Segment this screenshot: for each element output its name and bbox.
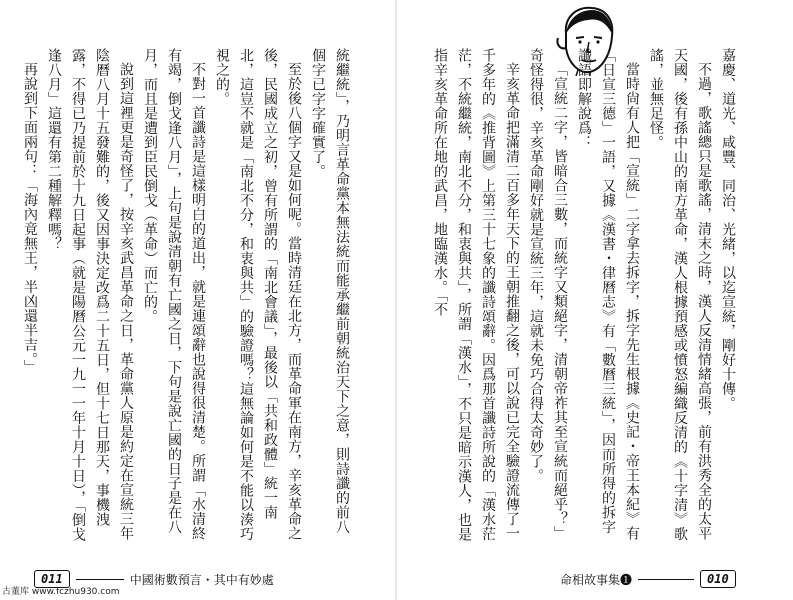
paragraph: 至於後八個字又是如何呢。當時清廷在北方，而革命軍在南方，辛亥革命之後，民國成立之初，曾有所謂的「南北會議」，最後以「共和政體」統一南北，這豈不就是「南北不分，和衷與共」的驗證嗎？這無論如何是不能以湊巧視之的。 bbox=[214, 48, 302, 541]
page-number: 010 bbox=[700, 570, 736, 588]
right-page-footer bbox=[560, 568, 770, 590]
footer-rule bbox=[638, 579, 694, 580]
right-page-body bbox=[432, 48, 740, 548]
running-title: 中國術數預言・其中有妙處 bbox=[129, 572, 274, 587]
paragraph: 不過，歌謠總只是歌謠，清末之時，漢人反清情緒高張，前有洪秀全的太平天國，後有孫中山的南方革命，漢人根據預感或憤怒編織反清的《十字清》歌謠，並無足怪。 bbox=[648, 48, 712, 541]
paragraph: 「宣統二字，皆暗合三數，而統字又類絕字，清朝帝祚其至宣統而絕乎？」奇怪得很，辛亥革命剛好就是宣統三年，這就未免巧合得太奇妙了。 bbox=[528, 48, 568, 541]
page-number: 011 bbox=[34, 570, 70, 588]
site-watermark: 古董库 www.fczhu930.com bbox=[2, 587, 120, 597]
paragraph: 嘉慶、道光、咸豐、同治、光緒，以迄宣統，剛好十傳。 bbox=[720, 48, 736, 411]
paragraph: 當時尙有人把「宣統」二字拿去拆字，拆字先生根據《史記・帝王本紀》有「日宣三德」一語，又據《漢書・律曆志》有「數曆三統」，因而所得的拆字讖語即解說爲： bbox=[576, 48, 640, 541]
running-title: 命相故事集❶ bbox=[560, 572, 633, 587]
left-page-body bbox=[22, 48, 354, 548]
paragraph: 不對一首讖詩是這樣明白的道出，就是連頌辭也說得很清楚。所謂「水清終有竭，倒戈逢八月」，上句是說清朝有亡國之日，下句是說亡國的日子是在八月，而且是遭到臣民倒戈（革命）而亡的。 bbox=[142, 48, 206, 541]
paragraph: 再說到下面兩句：「海內竟無王，半凶還半吉。」 bbox=[22, 62, 38, 374]
left-page bbox=[0, 0, 396, 600]
footer-rule bbox=[76, 579, 124, 580]
paragraph: 辛亥革命把滿清二百多年天下的王朝推翻之後，可以說已完全驗證流傳了一千多年的《推背圖》上第三十七象的讖詩頌辭。因爲那首讖詩所說的「漢水茫茫，不統繼統，南北不分，和衷與共」，所謂「漢水」，不只是暗示漢人，也是指辛亥革命所在地的武昌，地臨漢水。「不 bbox=[432, 48, 520, 542]
paragraph: 統繼統」，乃明言革命黨本無法統而能承繼前朝統治天下之意，則詩讖的前八個字已字字確實了。 bbox=[310, 48, 350, 534]
paragraph: 說到這裡更是奇怪了，按辛亥武昌革命之日，革命黨人原是約定在宣統三年陰曆八月十五發難的，後又因事決定改爲二十五日，但十七日那天，事機洩露，不得已乃提前於十九日起事（就是陽曆公元一九一一年十月十日），「倒戈逢八月」這還有第二種解釋嗎？ bbox=[46, 48, 134, 542]
